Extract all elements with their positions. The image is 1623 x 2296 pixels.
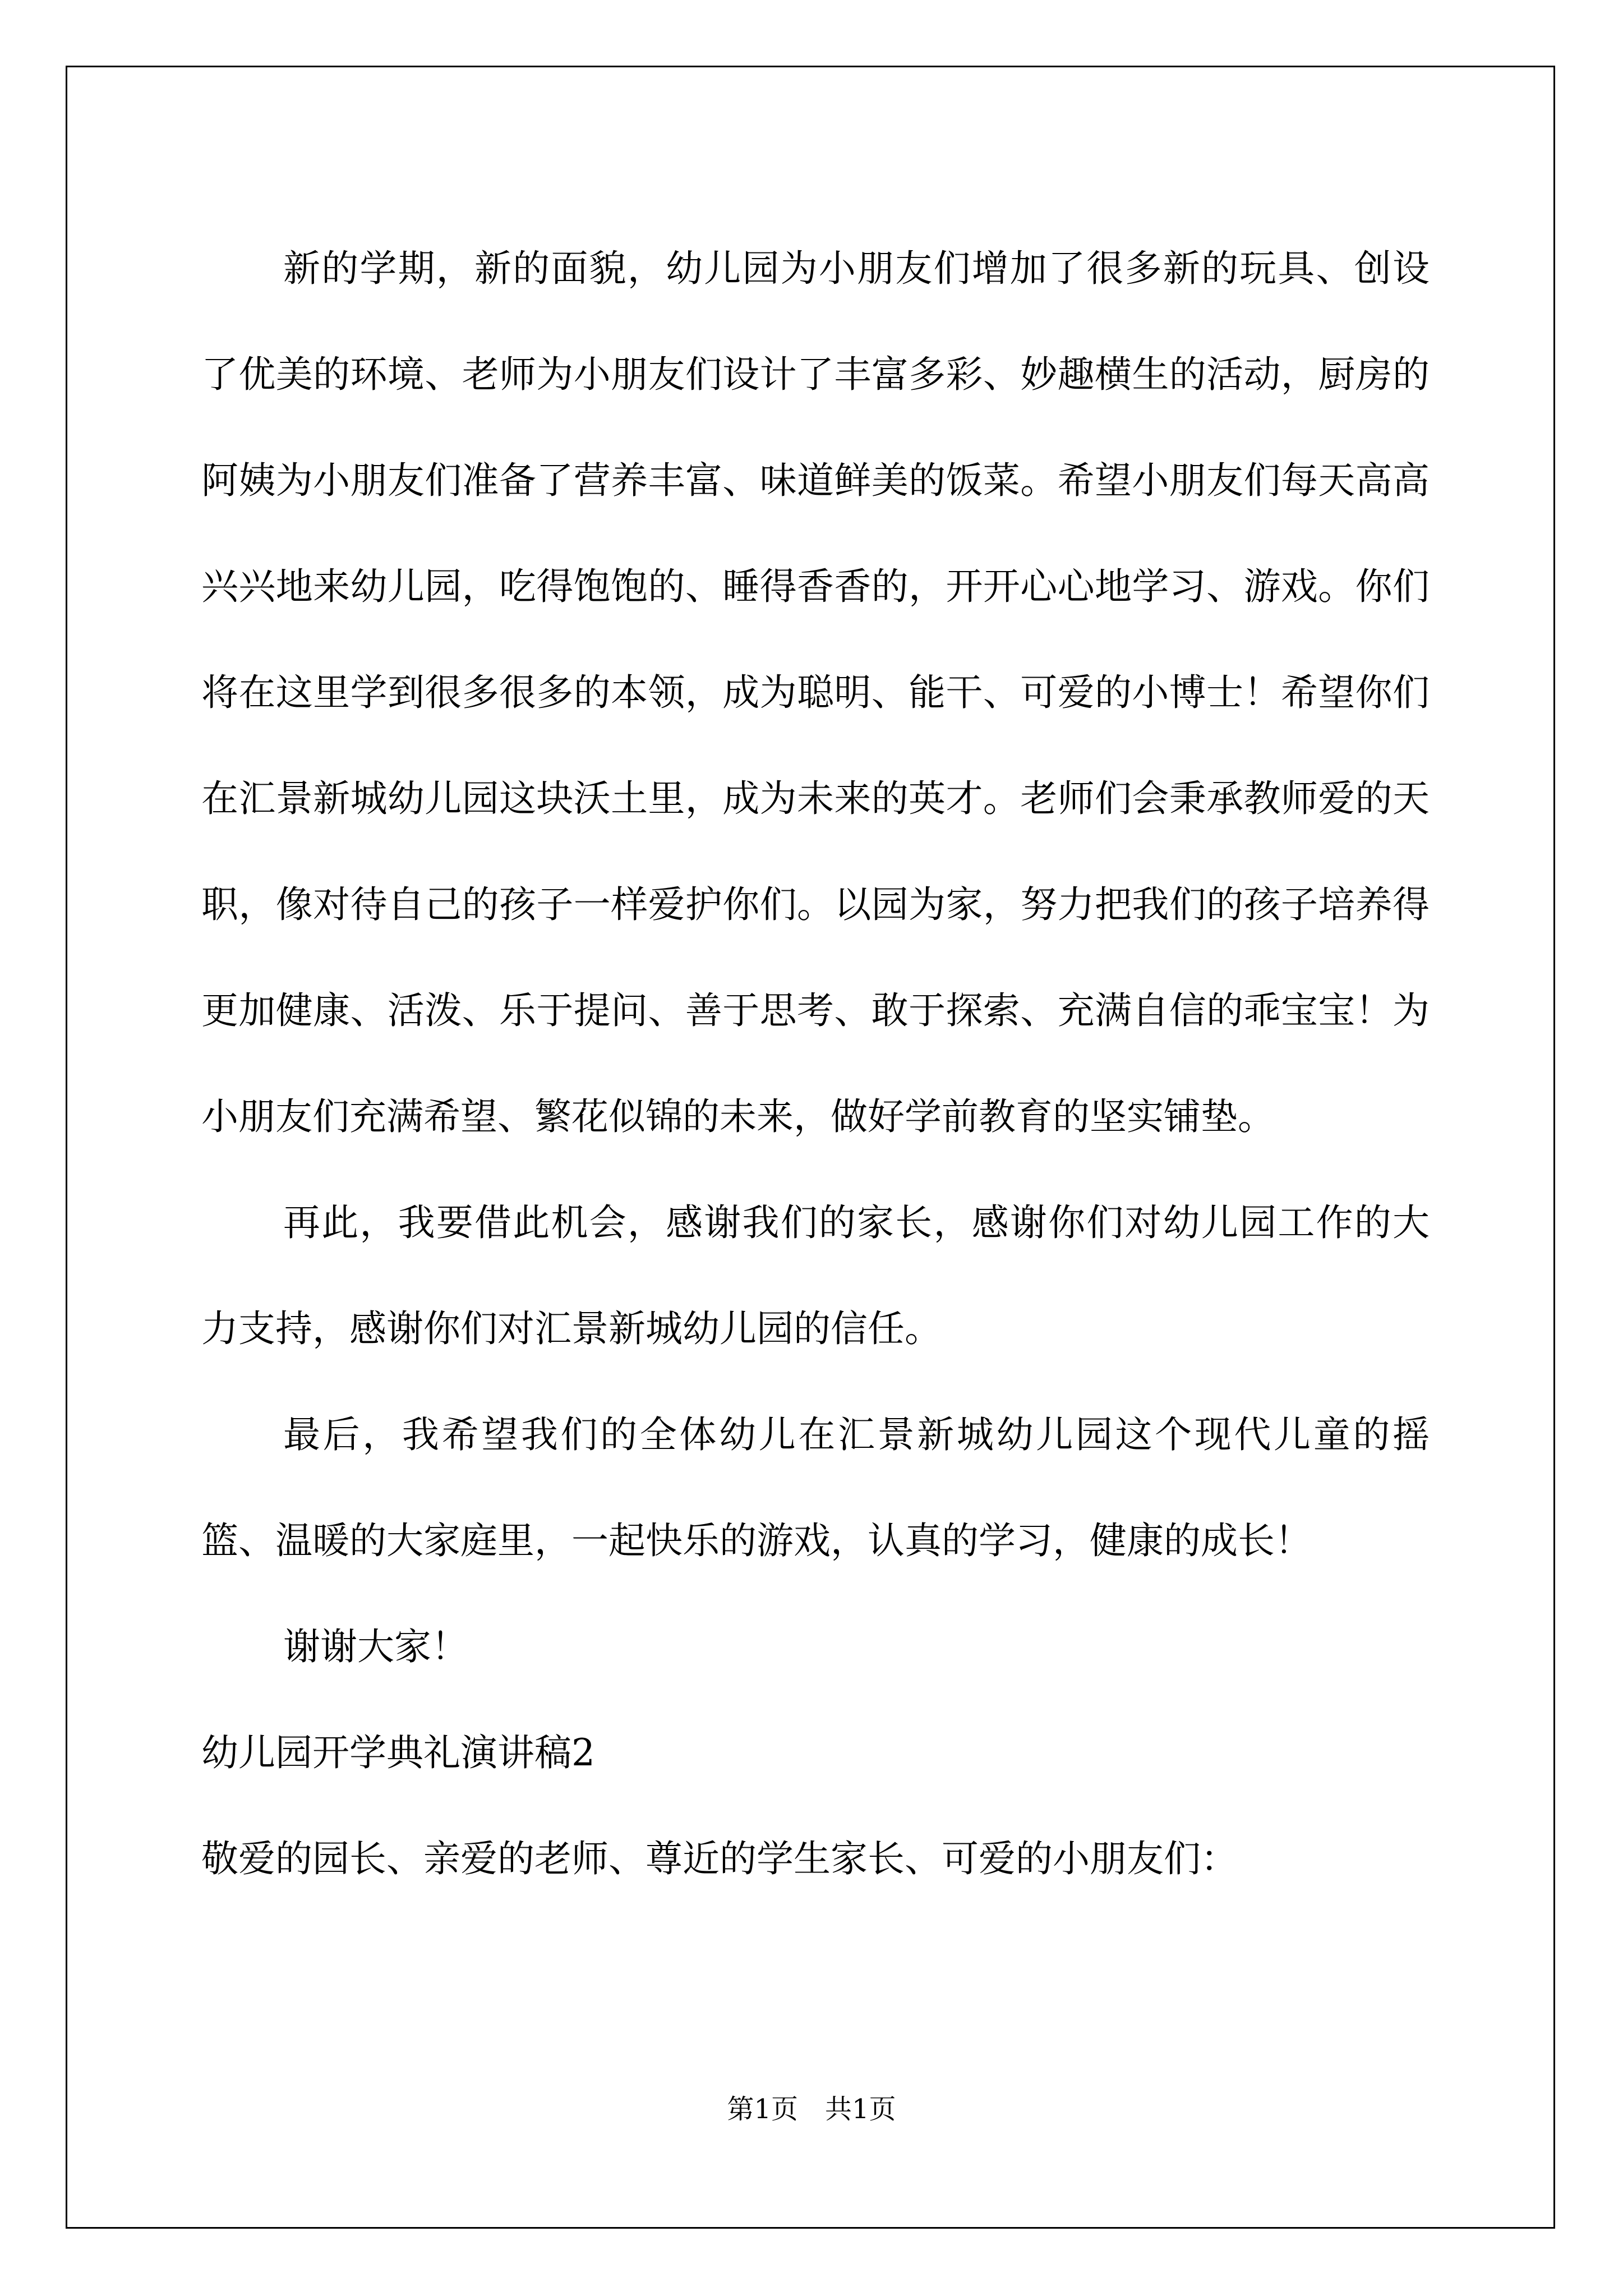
section-title: 幼儿园开学典礼演讲稿2 [201, 1731, 595, 1774]
paragraph-thanks-parents: 再此，我要借此机会，感谢我们的家长，感谢你们对幼儿园工作的大力支持，感谢你们对汇景新城幼儿园的信任。 [201, 1201, 1430, 1350]
paragraph-closing-wish: 最后，我希望我们的全体幼儿在汇景新城幼儿园这个现代儿童的摇篮、温暖的大家庭里，一起快乐的游戏，认真的学习，健康的成长！ [201, 1413, 1430, 1562]
paragraph-new-semester: 新的学期，新的面貌，幼儿园为小朋友们增加了很多新的玩具、创设了优美的环境、老师为小朋友们设计了丰富多彩、妙趣横生的活动，厨房的阿姨为小朋友们准备了营养丰富、味道鲜美的饭菜。希望小朋友们每天高高兴兴地来幼儿园，吃得饱饱的、睡得香香的，开开心心地学习、游戏。你们将在这里学到很多很多的本领，成为聪明、能干、可爱的小博士！希望你们在汇景新城幼儿园这块沃土里，成为未来的英才。老师们会秉承教师爱的天职，像对待自己的孩子一样爱护你们。以园为家，努力把我们的孩子培养得更加健康、活泼、乐于提问、善于思考、敢于探索、充满自信的乖宝宝！为小朋友们充满希望、繁花似锦的未来，做好学前教育的坚实铺垫。 [201, 247, 1430, 1138]
page-footer: 第1页 共1页 [727, 2093, 896, 2125]
salutation: 敬爱的园长、亲爱的老师、尊近的学生家长、可爱的小朋友们： [201, 1837, 1238, 1880]
paragraph-thank-you: 谢谢大家！ [283, 1625, 468, 1668]
document-body [201, 215, 1430, 1912]
